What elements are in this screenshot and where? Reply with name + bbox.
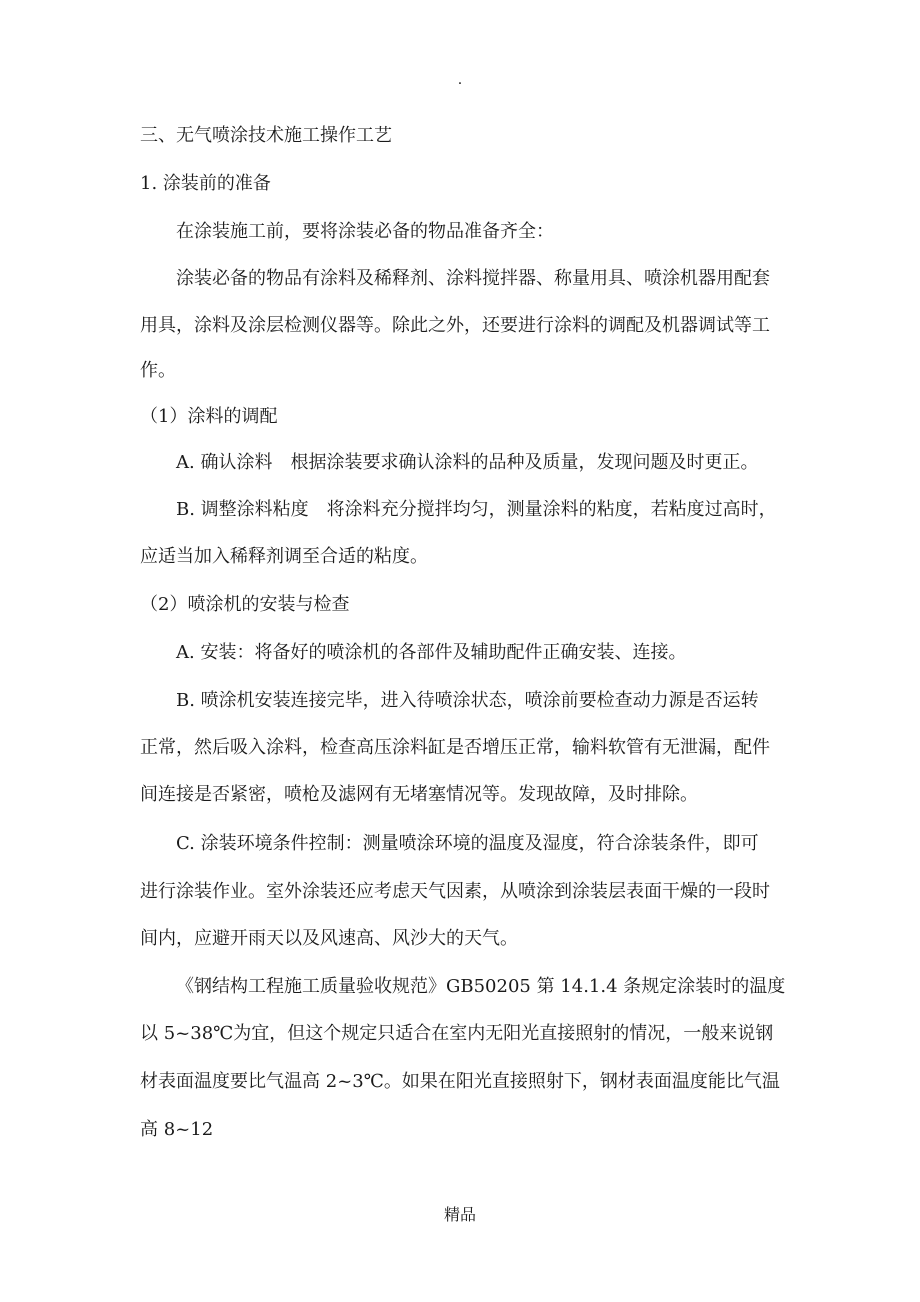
part2-item-c-line: C. 涂装环境条件控制：测量喷涂环境的温度及湿度，符合涂装条件，即可 — [176, 833, 759, 854]
part2-item-a: A. 安装：将备好的喷涂机的各部件及辅助配件正确安装、连接。 — [176, 642, 687, 663]
standard-paragraph-line: 《钢结构工程施工质量验收规范》GB50205 第 14.1.4 条规定涂装时的温度 — [176, 976, 786, 997]
part2-item-b-line: 正常，然后吸入涂料，检查高压涂料缸是否增压正常，输料软管有无泄漏，配件 — [140, 737, 770, 758]
part2-item-c-line: 间内，应避开雨天以及风速高、风沙大的天气。 — [140, 928, 518, 949]
part2-heading: （2）喷涂机的安装与检查 — [140, 594, 350, 615]
part2-item-b-line: B. 喷涂机安装连接完毕，进入待喷涂状态，喷涂前要检查动力源是否运转 — [176, 690, 759, 711]
part1-item-a: A. 确认涂料 根据涂装要求确认涂料的品种及质量，发现问题及时更正。 — [176, 452, 759, 473]
intro-line: 在涂装施工前，要将涂装必备的物品准备齐全： — [176, 221, 554, 242]
part1-item-b-line: B. 调整涂料粘度 将涂料充分搅拌均匀，测量涂料的粘度，若粘度过高时， — [176, 499, 777, 520]
items-paragraph-line: 涂装必备的物品有涂料及稀释剂、涂料搅拌器、称量用具、喷涂机器用配套 — [176, 268, 770, 289]
section-title: 三、无气喷涂技术施工操作工艺 — [140, 125, 392, 146]
part1-heading: （1）涂料的调配 — [140, 406, 278, 427]
part1-item-b-line: 应适当加入稀释剂调至合适的粘度。 — [140, 546, 428, 567]
items-paragraph-line: 作。 — [140, 360, 176, 381]
standard-paragraph-line: 材表面温度要比气温高 2~3℃。如果在阳光直接照射下，钢材表面温度能比气温 — [140, 1071, 780, 1092]
items-paragraph-line: 用具，涂料及涂层检测仪器等。除此之外，还要进行涂料的调配及机器调试等工 — [140, 315, 770, 336]
standard-paragraph-line: 以 5~38℃为宜，但这个规定只适合在室内无阳光直接照射的情况，一般来说钢 — [140, 1023, 774, 1044]
part2-item-b-line: 间连接是否紧密，喷枪及滤网有无堵塞情况等。发现故障，及时排除。 — [140, 784, 698, 805]
header-mark: . — [457, 72, 463, 88]
footer-label: 精品 — [443, 1205, 476, 1224]
part2-item-c-line: 进行涂装作业。室外涂装还应考虑天气因素，从喷涂到涂装层表面干燥的一段时 — [140, 881, 770, 902]
standard-paragraph-line: 高 8~12 — [140, 1119, 214, 1140]
subsection-title: 1. 涂装前的准备 — [140, 173, 271, 194]
